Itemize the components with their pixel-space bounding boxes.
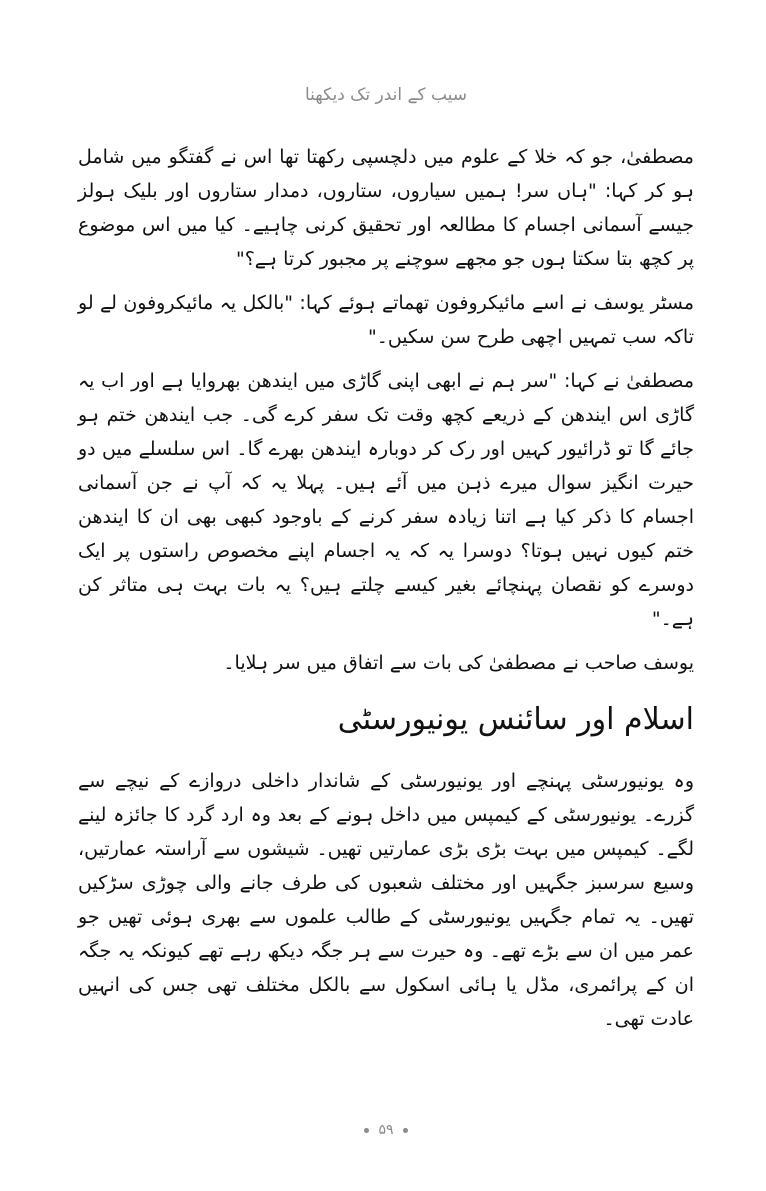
book-page (78, 0, 694, 1191)
paragraph-agreement: یوسف صاحب نے مصطفیٰ کی بات سے اتفاق میں سر ہلایا۔ (223, 652, 694, 674)
body-text (78, 140, 694, 1046)
section-heading: اسلام اور سائنس یونیورسٹی (337, 702, 694, 737)
paragraph-fuel-question: مصطفیٰ نے کہا: "سر ہم نے ابھی اپنی گاڑی میں ایندھن بھروایا ہے اور اب یہ گاڑی اس ایندھن کے ذریعے کچھ وقت تک سفر کرے گی۔ جب ایندھن ختم ہو جائے گا تو ڈرائیور کہیں اور رک کر دوبارہ ایندھن بھرے گا۔ اس سلسلے میں دو حیرت انگیز سوال میرے ذہن میں آئے ہیں۔ پہلا یہ کہ آپ نے جن آسمانی اجسام کا ذکر کیا ہے اتنا زیادہ سفر کرنے کے باوجود کبھی بھی ان کا ایندھن ختم کیوں نہیں ہوتا؟ دوسرا یہ کہ یہ اجسام اپنے مخصوص راستوں پر ایک دوسرے کو نقصان پہنچائے بغیر کیسے چلتے ہیں؟ یہ بات بہت ہی متاثر کن ہے۔" (78, 370, 694, 630)
paragraph-mustafa-question: مصطفیٰ، جو کہ خلا کے علوم میں دلچسپی رکھتا تھا اس نے گفتگو میں شامل ہو کر کہا: "ہاں سر! ہمیں سیاروں، ستاروں، دمدار ستاروں اور بلیک ہولز جیسے آسمانی اجسام کا مطالعہ اور تحقیق کرنی چاہیے۔ کیا میں اس موضوع پر کچھ بتا سکتا ہوں جو مجھے سوچنے پر مجبور کرتا ہے؟" (78, 146, 694, 270)
page-number-dot-right (403, 1128, 408, 1133)
running-header: سیب کے اندر تک دیکھنا (304, 85, 468, 105)
paragraph-microphone: مسٹر یوسف نے اسے مائیکروفون تھماتے ہوئے کہا: "بالکل یہ مائیکروفون لے لو تاکہ سب تمہیں اچھی طرح سن سکیں۔" (78, 292, 694, 348)
page-number-text: ۵۹ (378, 1122, 394, 1138)
page-number (78, 1122, 694, 1138)
paragraph-university: وہ یونیورسٹی پہنچے اور یونیورسٹی کے شاندار داخلی دروازے کے نیچے سے گزرے۔ یونیورسٹی کے کیمپس میں داخل ہونے کے بعد وہ ارد گرد کا جائزہ لینے لگے۔ کیمپس میں بہت بڑی بڑی عمارتیں تھیں۔ شیشوں سے آراستہ عمارتیں، وسیع سرسبز جگہیں اور مختلف شعبوں کی طرف جانے والی چوڑی سڑکیں تھیں۔ یہ تمام جگہیں یونیورسٹی کے طالب علموں سے بھری ہوئی تھیں جو عمر میں ان سے بڑے تھے۔ وہ حیرت سے ہر جگہ دیکھ رہے تھے کیونکہ یہ جگہ ان کے پرائمری، مڈل یا ہائی اسکول سے بالکل مختلف تھی جس کی انہیں عادت تھی۔ (78, 770, 694, 1030)
page-number-dot-left (364, 1128, 369, 1133)
